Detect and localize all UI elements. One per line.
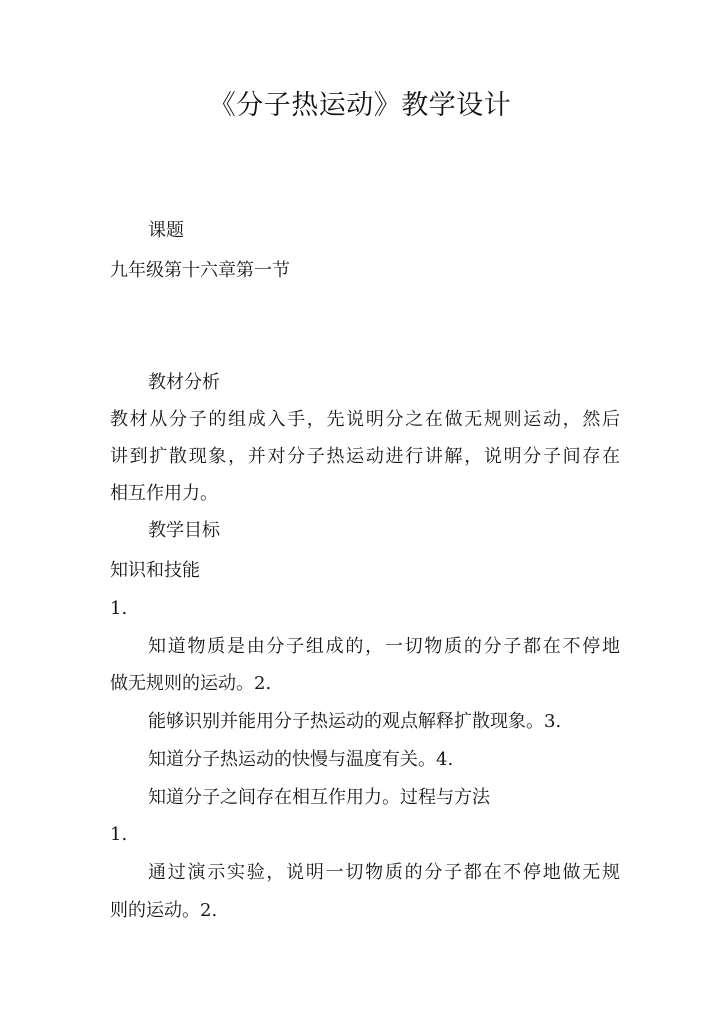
- topic-text: 九年级第十六章第一节: [110, 260, 290, 281]
- paragraph-line: 知道分子之间存在相互作用力。过程与方法: [148, 787, 490, 808]
- list-number: 1.: [110, 824, 128, 845]
- list-number: 1.: [110, 598, 128, 619]
- paragraph-line: 能够识别并能用分子热运动的观点解释扩散现象。3.: [148, 711, 562, 732]
- paragraph-line: 则的运动。2.: [110, 900, 218, 921]
- section-heading-teaching-goals: 教学目标: [148, 520, 220, 541]
- paragraph-line: 做无规则的运动。2.: [110, 673, 272, 694]
- paragraph-line: 教材从分子的组成入手，先说明分之在做无规则运动，然后: [110, 409, 620, 430]
- section-heading-topic: 课题: [148, 220, 184, 241]
- paragraph-line: 相互作用力。: [110, 483, 218, 504]
- paragraph-line: 知道分子热运动的快慢与温度有关。4.: [148, 749, 454, 770]
- subheading-knowledge-skills: 知识和技能: [110, 560, 200, 581]
- section-heading-material-analysis: 教材分析: [148, 372, 220, 393]
- paragraph-line: 知道物质是由分子组成的，一切物质的分子都在不停地: [148, 636, 620, 657]
- document-title: 《分子热运动》教学设计: [208, 90, 512, 121]
- paragraph-line: 通过演示实验，说明一切物质的分子都在不停地做无规: [148, 862, 620, 883]
- paragraph-line: 讲到扩散现象，并对分子热运动进行讲解，说明分子间存在: [110, 446, 620, 467]
